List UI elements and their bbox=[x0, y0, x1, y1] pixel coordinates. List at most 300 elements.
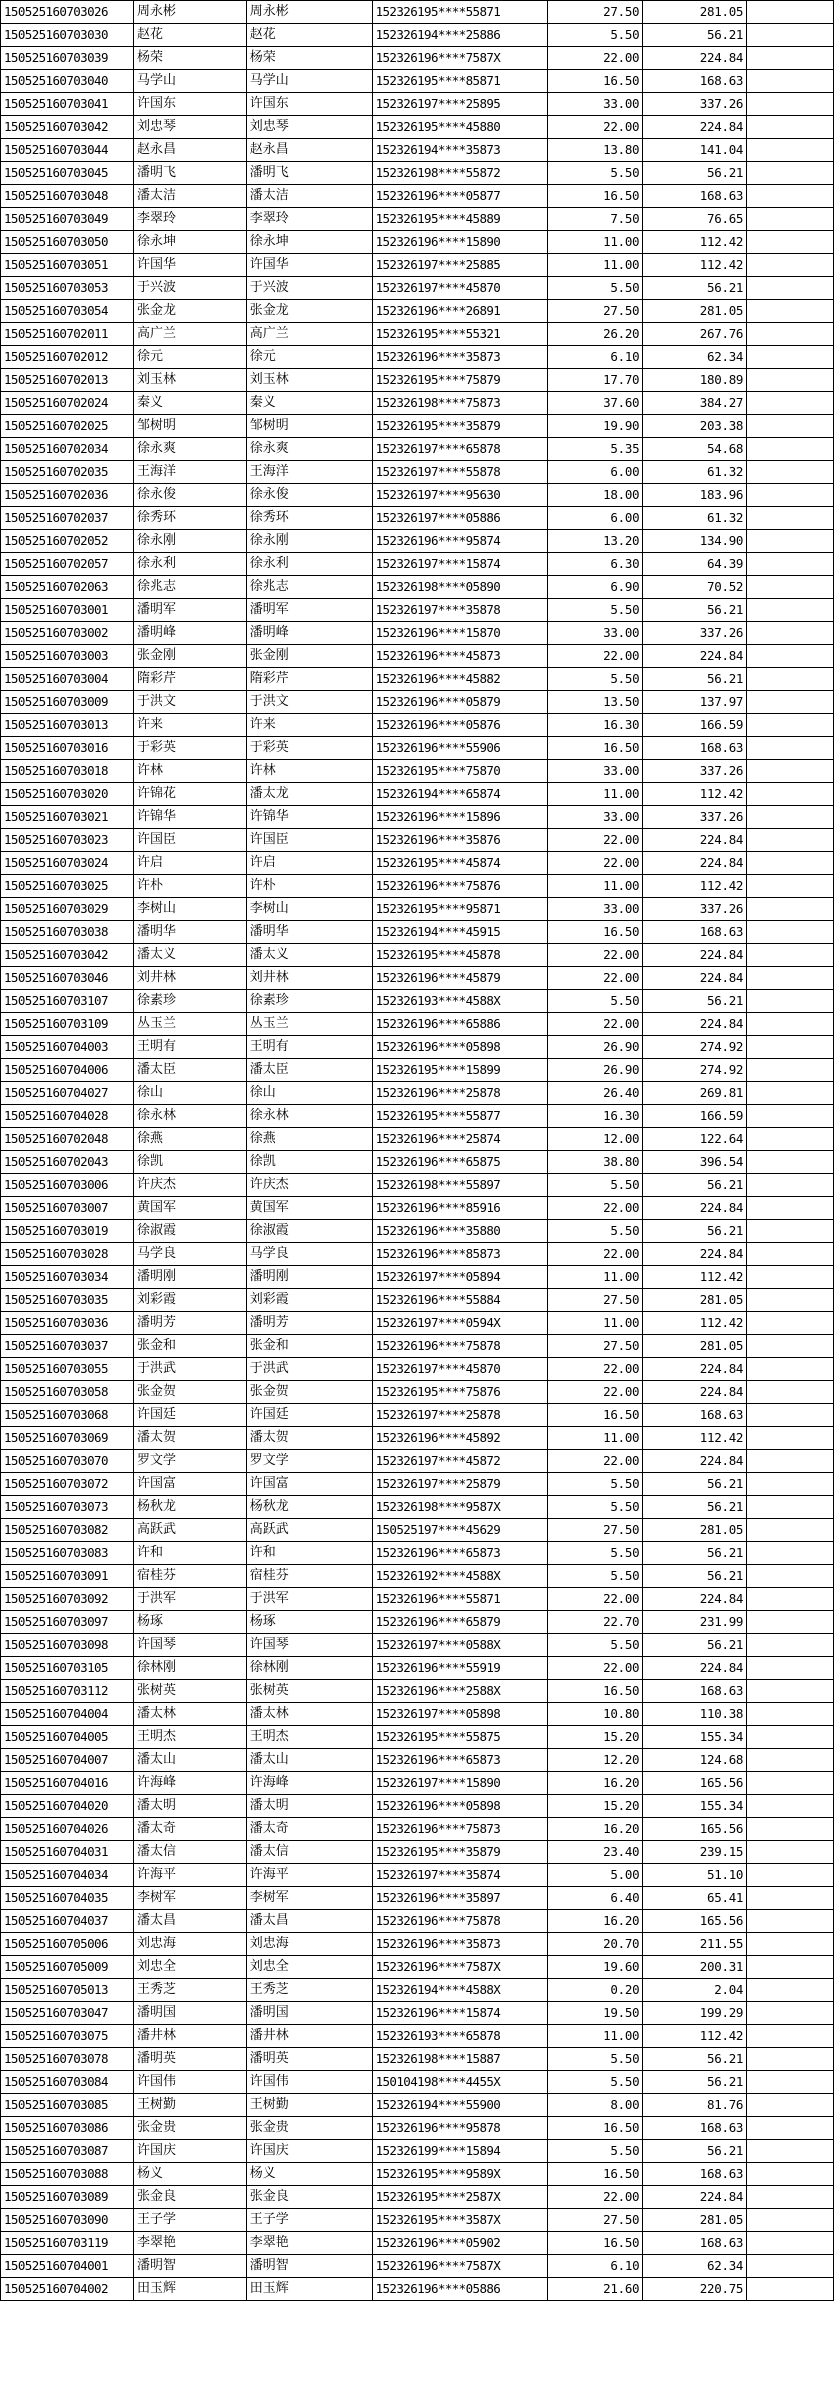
table-row bbox=[1, 1473, 834, 1496]
id-number-cell: 152326197****45870 bbox=[372, 277, 548, 300]
payee-name-cell: 许朴 bbox=[246, 875, 372, 898]
amount-cell: 65.41 bbox=[643, 1887, 747, 1910]
amount-cell: 168.63 bbox=[643, 2117, 747, 2140]
payee-name-cell: 许海平 bbox=[246, 1864, 372, 1887]
area-cell: 22.00 bbox=[548, 1243, 643, 1266]
amount-cell: 112.42 bbox=[643, 1312, 747, 1335]
table-row bbox=[1, 139, 834, 162]
amount-cell: 168.63 bbox=[643, 185, 747, 208]
household-code-cell: 150525160702057 bbox=[1, 553, 134, 576]
area-cell: 5.50 bbox=[548, 24, 643, 47]
area-cell: 22.00 bbox=[548, 967, 643, 990]
empty-cell bbox=[747, 1197, 834, 1220]
area-cell: 26.40 bbox=[548, 1082, 643, 1105]
area-cell: 22.00 bbox=[548, 2186, 643, 2209]
household-code-cell: 150525160704006 bbox=[1, 1059, 134, 1082]
id-number-cell: 150104198****4455X bbox=[372, 2071, 548, 2094]
empty-cell bbox=[747, 1841, 834, 1864]
household-code-cell: 150525160703040 bbox=[1, 70, 134, 93]
household-code-cell: 150525160703009 bbox=[1, 691, 134, 714]
id-number-cell: 152326198****9587X bbox=[372, 1496, 548, 1519]
payee-name-cell: 马学良 bbox=[246, 1243, 372, 1266]
empty-cell bbox=[747, 254, 834, 277]
id-number-cell: 152326196****05898 bbox=[372, 1795, 548, 1818]
payee-name-cell: 许国琴 bbox=[246, 1634, 372, 1657]
payee-name-cell: 潘太林 bbox=[246, 1703, 372, 1726]
area-cell: 15.20 bbox=[548, 1795, 643, 1818]
id-number-cell: 152326196****85916 bbox=[372, 1197, 548, 1220]
id-number-cell: 152326196****65875 bbox=[372, 1151, 548, 1174]
payee-name-cell: 刘井林 bbox=[246, 967, 372, 990]
empty-cell bbox=[747, 1611, 834, 1634]
empty-cell bbox=[747, 139, 834, 162]
owner-name-cell: 潘明峰 bbox=[133, 622, 246, 645]
table-row bbox=[1, 1174, 834, 1197]
area-cell: 11.00 bbox=[548, 783, 643, 806]
table-row bbox=[1, 1956, 834, 1979]
table-row bbox=[1, 852, 834, 875]
table-row bbox=[1, 300, 834, 323]
household-code-cell: 150525160705013 bbox=[1, 1979, 134, 2002]
area-cell: 19.50 bbox=[548, 2002, 643, 2025]
area-cell: 27.50 bbox=[548, 300, 643, 323]
household-code-cell: 150525160703090 bbox=[1, 2209, 134, 2232]
empty-cell bbox=[747, 783, 834, 806]
owner-name-cell: 许国琴 bbox=[133, 1634, 246, 1657]
household-code-cell: 150525160704026 bbox=[1, 1818, 134, 1841]
payee-name-cell: 马学山 bbox=[246, 70, 372, 93]
amount-cell: 224.84 bbox=[643, 967, 747, 990]
amount-cell: 112.42 bbox=[643, 1266, 747, 1289]
amount-cell: 51.10 bbox=[643, 1864, 747, 1887]
area-cell: 11.00 bbox=[548, 231, 643, 254]
empty-cell bbox=[747, 2232, 834, 2255]
payee-name-cell: 于洪文 bbox=[246, 691, 372, 714]
owner-name-cell: 隋彩芹 bbox=[133, 668, 246, 691]
household-code-cell: 150525160703083 bbox=[1, 1542, 134, 1565]
id-number-cell: 152326198****55897 bbox=[372, 1174, 548, 1197]
empty-cell bbox=[747, 1243, 834, 1266]
amount-cell: 56.21 bbox=[643, 599, 747, 622]
empty-cell bbox=[747, 1105, 834, 1128]
payee-name-cell: 赵花 bbox=[246, 24, 372, 47]
area-cell: 16.30 bbox=[548, 1105, 643, 1128]
area-cell: 16.20 bbox=[548, 1910, 643, 1933]
payee-name-cell: 李树山 bbox=[246, 898, 372, 921]
payee-name-cell: 徐秀环 bbox=[246, 507, 372, 530]
table-row bbox=[1, 254, 834, 277]
household-code-cell: 150525160703098 bbox=[1, 1634, 134, 1657]
id-number-cell: 152326196****85873 bbox=[372, 1243, 548, 1266]
household-code-cell: 150525160704027 bbox=[1, 1082, 134, 1105]
owner-name-cell: 徐永林 bbox=[133, 1105, 246, 1128]
id-number-cell: 152326192****4588X bbox=[372, 1565, 548, 1588]
amount-cell: 122.64 bbox=[643, 1128, 747, 1151]
owner-name-cell: 张金良 bbox=[133, 2186, 246, 2209]
household-code-cell: 150525160702037 bbox=[1, 507, 134, 530]
table-row bbox=[1, 1979, 834, 2002]
amount-cell: 224.84 bbox=[643, 1358, 747, 1381]
amount-cell: 281.05 bbox=[643, 300, 747, 323]
payee-name-cell: 王子学 bbox=[246, 2209, 372, 2232]
area-cell: 22.00 bbox=[548, 1657, 643, 1680]
id-number-cell: 152326196****65873 bbox=[372, 1749, 548, 1772]
payee-name-cell: 张金贵 bbox=[246, 2117, 372, 2140]
owner-name-cell: 潘明国 bbox=[133, 2002, 246, 2025]
owner-name-cell: 徐永俊 bbox=[133, 484, 246, 507]
payee-name-cell: 潘太义 bbox=[246, 944, 372, 967]
area-cell: 16.50 bbox=[548, 2163, 643, 2186]
table-row bbox=[1, 714, 834, 737]
owner-name-cell: 马学山 bbox=[133, 70, 246, 93]
id-number-cell: 152326199****15894 bbox=[372, 2140, 548, 2163]
area-cell: 5.50 bbox=[548, 1542, 643, 1565]
area-cell: 16.50 bbox=[548, 2117, 643, 2140]
id-number-cell: 152326196****05879 bbox=[372, 691, 548, 714]
payee-name-cell: 刘忠全 bbox=[246, 1956, 372, 1979]
owner-name-cell: 于洪文 bbox=[133, 691, 246, 714]
payee-name-cell: 潘明刚 bbox=[246, 1266, 372, 1289]
payee-name-cell: 王秀芝 bbox=[246, 1979, 372, 2002]
area-cell: 11.00 bbox=[548, 1312, 643, 1335]
payee-name-cell: 潘明华 bbox=[246, 921, 372, 944]
household-code-cell: 150525160703024 bbox=[1, 852, 134, 875]
id-number-cell: 152326195****3587X bbox=[372, 2209, 548, 2232]
empty-cell bbox=[747, 530, 834, 553]
table-row bbox=[1, 2025, 834, 2048]
amount-cell: 56.21 bbox=[643, 1542, 747, 1565]
table-row bbox=[1, 622, 834, 645]
amount-cell: 281.05 bbox=[643, 1335, 747, 1358]
table-row bbox=[1, 2002, 834, 2025]
table-row bbox=[1, 1726, 834, 1749]
id-number-cell: 152326196****05877 bbox=[372, 185, 548, 208]
empty-cell bbox=[747, 1013, 834, 1036]
id-number-cell: 152326196****55906 bbox=[372, 737, 548, 760]
owner-name-cell: 王树勤 bbox=[133, 2094, 246, 2117]
owner-name-cell: 张金贵 bbox=[133, 2117, 246, 2140]
table-row bbox=[1, 277, 834, 300]
household-code-cell: 150525160703025 bbox=[1, 875, 134, 898]
empty-cell bbox=[747, 1404, 834, 1427]
table-row bbox=[1, 1266, 834, 1289]
empty-cell bbox=[747, 1128, 834, 1151]
payee-name-cell: 徐燕 bbox=[246, 1128, 372, 1151]
payee-name-cell: 徐淑霞 bbox=[246, 1220, 372, 1243]
id-number-cell: 152326196****95878 bbox=[372, 2117, 548, 2140]
area-cell: 22.00 bbox=[548, 829, 643, 852]
household-code-cell: 150525160703053 bbox=[1, 277, 134, 300]
payee-name-cell: 徐永林 bbox=[246, 1105, 372, 1128]
payee-name-cell: 徐素珍 bbox=[246, 990, 372, 1013]
payee-name-cell: 王海洋 bbox=[246, 461, 372, 484]
payee-name-cell: 潘太贺 bbox=[246, 1427, 372, 1450]
household-code-cell: 150525160703075 bbox=[1, 2025, 134, 2048]
owner-name-cell: 李树军 bbox=[133, 1887, 246, 1910]
empty-cell bbox=[747, 231, 834, 254]
table-row bbox=[1, 1312, 834, 1335]
area-cell: 12.20 bbox=[548, 1749, 643, 1772]
area-cell: 5.50 bbox=[548, 277, 643, 300]
id-number-cell: 152326196****05902 bbox=[372, 2232, 548, 2255]
id-number-cell: 152326196****35873 bbox=[372, 346, 548, 369]
table-row bbox=[1, 208, 834, 231]
owner-name-cell: 许朴 bbox=[133, 875, 246, 898]
payee-name-cell: 潘太洁 bbox=[246, 185, 372, 208]
household-code-cell: 150525160703002 bbox=[1, 622, 134, 645]
amount-cell: 337.26 bbox=[643, 760, 747, 783]
owner-name-cell: 潘明华 bbox=[133, 921, 246, 944]
id-number-cell: 152326196****15874 bbox=[372, 2002, 548, 2025]
payee-name-cell: 张树英 bbox=[246, 1680, 372, 1703]
owner-name-cell: 王明有 bbox=[133, 1036, 246, 1059]
id-number-cell: 152326197****25879 bbox=[372, 1473, 548, 1496]
table-row bbox=[1, 1519, 834, 1542]
owner-name-cell: 田玉辉 bbox=[133, 2278, 246, 2301]
payee-name-cell: 杨义 bbox=[246, 2163, 372, 2186]
amount-cell: 224.84 bbox=[643, 944, 747, 967]
table-row bbox=[1, 392, 834, 415]
household-code-cell: 150525160702035 bbox=[1, 461, 134, 484]
empty-cell bbox=[747, 1864, 834, 1887]
payee-name-cell: 许国臣 bbox=[246, 829, 372, 852]
owner-name-cell: 徐淑霞 bbox=[133, 1220, 246, 1243]
amount-cell: 168.63 bbox=[643, 921, 747, 944]
area-cell: 5.50 bbox=[548, 1565, 643, 1588]
household-code-cell: 150525160705009 bbox=[1, 1956, 134, 1979]
table-row bbox=[1, 24, 834, 47]
id-number-cell: 152326197****0588X bbox=[372, 1634, 548, 1657]
owner-name-cell: 赵永昌 bbox=[133, 139, 246, 162]
household-code-cell: 150525160703109 bbox=[1, 1013, 134, 1036]
payee-name-cell: 王树勤 bbox=[246, 2094, 372, 2117]
table-row bbox=[1, 1772, 834, 1795]
amount-cell: 337.26 bbox=[643, 806, 747, 829]
area-cell: 5.50 bbox=[548, 1220, 643, 1243]
amount-cell: 168.63 bbox=[643, 737, 747, 760]
payee-name-cell: 徐永坤 bbox=[246, 231, 372, 254]
household-code-cell: 150525160702024 bbox=[1, 392, 134, 415]
id-number-cell: 152326196****65879 bbox=[372, 1611, 548, 1634]
table-row bbox=[1, 2255, 834, 2278]
table-row bbox=[1, 1565, 834, 1588]
empty-cell bbox=[747, 2117, 834, 2140]
table-row bbox=[1, 599, 834, 622]
payee-name-cell: 赵永昌 bbox=[246, 139, 372, 162]
table-row bbox=[1, 1289, 834, 1312]
amount-cell: 224.84 bbox=[643, 2186, 747, 2209]
area-cell: 11.00 bbox=[548, 254, 643, 277]
empty-cell bbox=[747, 898, 834, 921]
household-code-cell: 150525160703097 bbox=[1, 1611, 134, 1634]
empty-cell bbox=[747, 1680, 834, 1703]
owner-name-cell: 刘忠海 bbox=[133, 1933, 246, 1956]
empty-cell bbox=[747, 93, 834, 116]
table-row bbox=[1, 484, 834, 507]
empty-cell bbox=[747, 208, 834, 231]
table-row bbox=[1, 369, 834, 392]
household-code-cell: 150525160703092 bbox=[1, 1588, 134, 1611]
payee-name-cell: 杨琢 bbox=[246, 1611, 372, 1634]
empty-cell bbox=[747, 1657, 834, 1680]
id-number-cell: 152326195****35879 bbox=[372, 1841, 548, 1864]
empty-cell bbox=[747, 1450, 834, 1473]
id-number-cell: 152326197****05898 bbox=[372, 1703, 548, 1726]
amount-cell: 224.84 bbox=[643, 829, 747, 852]
amount-cell: 337.26 bbox=[643, 93, 747, 116]
owner-name-cell: 邹树明 bbox=[133, 415, 246, 438]
household-code-cell: 150525160704005 bbox=[1, 1726, 134, 1749]
empty-cell bbox=[747, 484, 834, 507]
payee-name-cell: 徐兆志 bbox=[246, 576, 372, 599]
household-code-cell: 150525160703082 bbox=[1, 1519, 134, 1542]
payee-name-cell: 刘忠琴 bbox=[246, 116, 372, 139]
id-number-cell: 152326195****2587X bbox=[372, 2186, 548, 2209]
owner-name-cell: 许国华 bbox=[133, 254, 246, 277]
area-cell: 13.50 bbox=[548, 691, 643, 714]
empty-cell bbox=[747, 921, 834, 944]
household-code-cell: 150525160703112 bbox=[1, 1680, 134, 1703]
household-code-cell: 150525160703038 bbox=[1, 921, 134, 944]
household-code-cell: 150525160703073 bbox=[1, 1496, 134, 1519]
table-row bbox=[1, 1611, 834, 1634]
table-row bbox=[1, 553, 834, 576]
payee-name-cell: 刘彩霞 bbox=[246, 1289, 372, 1312]
id-number-cell: 152326195****75870 bbox=[372, 760, 548, 783]
amount-cell: 180.89 bbox=[643, 369, 747, 392]
owner-name-cell: 张金刚 bbox=[133, 645, 246, 668]
table-row bbox=[1, 1680, 834, 1703]
amount-cell: 62.34 bbox=[643, 2255, 747, 2278]
household-code-cell: 150525160704016 bbox=[1, 1772, 134, 1795]
amount-cell: 56.21 bbox=[643, 990, 747, 1013]
table-row bbox=[1, 162, 834, 185]
area-cell: 19.60 bbox=[548, 1956, 643, 1979]
empty-cell bbox=[747, 1910, 834, 1933]
table-row bbox=[1, 1450, 834, 1473]
owner-name-cell: 于洪武 bbox=[133, 1358, 246, 1381]
household-code-cell: 150525160703042 bbox=[1, 944, 134, 967]
id-number-cell: 152326196****15890 bbox=[372, 231, 548, 254]
empty-cell bbox=[747, 1956, 834, 1979]
payee-name-cell: 周永彬 bbox=[246, 1, 372, 24]
owner-name-cell: 张树英 bbox=[133, 1680, 246, 1703]
household-code-cell: 150525160704037 bbox=[1, 1910, 134, 1933]
id-number-cell: 152326196****7587X bbox=[372, 47, 548, 70]
area-cell: 38.80 bbox=[548, 1151, 643, 1174]
area-cell: 6.00 bbox=[548, 461, 643, 484]
id-number-cell: 152326198****05890 bbox=[372, 576, 548, 599]
household-code-cell: 150525160703055 bbox=[1, 1358, 134, 1381]
household-code-cell: 150525160703089 bbox=[1, 2186, 134, 2209]
id-number-cell: 152326196****75876 bbox=[372, 875, 548, 898]
empty-cell bbox=[747, 392, 834, 415]
area-cell: 8.00 bbox=[548, 2094, 643, 2117]
amount-cell: 124.68 bbox=[643, 1749, 747, 1772]
table-row bbox=[1, 1542, 834, 1565]
payee-name-cell: 许和 bbox=[246, 1542, 372, 1565]
amount-cell: 396.54 bbox=[643, 1151, 747, 1174]
table-row bbox=[1, 1864, 834, 1887]
table-row bbox=[1, 1243, 834, 1266]
id-number-cell: 152326197****25885 bbox=[372, 254, 548, 277]
table-row bbox=[1, 2163, 834, 2186]
id-number-cell: 152326198****75873 bbox=[372, 392, 548, 415]
payee-name-cell: 潘井林 bbox=[246, 2025, 372, 2048]
payee-name-cell: 许国廷 bbox=[246, 1404, 372, 1427]
table-row bbox=[1, 898, 834, 921]
area-cell: 5.50 bbox=[548, 668, 643, 691]
table-row bbox=[1, 530, 834, 553]
amount-cell: 110.38 bbox=[643, 1703, 747, 1726]
payee-name-cell: 潘太昌 bbox=[246, 1910, 372, 1933]
amount-cell: 56.21 bbox=[643, 1634, 747, 1657]
table-row bbox=[1, 829, 834, 852]
area-cell: 16.20 bbox=[548, 1818, 643, 1841]
household-code-cell: 150525160703004 bbox=[1, 668, 134, 691]
table-body bbox=[1, 1, 834, 2301]
household-code-cell: 150525160703084 bbox=[1, 2071, 134, 2094]
area-cell: 16.30 bbox=[548, 714, 643, 737]
table-row bbox=[1, 990, 834, 1013]
owner-name-cell: 徐永爽 bbox=[133, 438, 246, 461]
area-cell: 11.00 bbox=[548, 875, 643, 898]
table-row bbox=[1, 944, 834, 967]
amount-cell: 224.84 bbox=[643, 116, 747, 139]
amount-cell: 165.56 bbox=[643, 1818, 747, 1841]
payee-name-cell: 于兴波 bbox=[246, 277, 372, 300]
empty-cell bbox=[747, 944, 834, 967]
table-row bbox=[1, 1887, 834, 1910]
table-row bbox=[1, 806, 834, 829]
household-code-cell: 150525160703041 bbox=[1, 93, 134, 116]
empty-cell bbox=[747, 162, 834, 185]
payee-name-cell: 潘明军 bbox=[246, 599, 372, 622]
payee-name-cell: 许国富 bbox=[246, 1473, 372, 1496]
payee-name-cell: 徐永刚 bbox=[246, 530, 372, 553]
table-row bbox=[1, 1588, 834, 1611]
id-number-cell: 152326196****7587X bbox=[372, 2255, 548, 2278]
amount-cell: 384.27 bbox=[643, 392, 747, 415]
household-code-cell: 150525160703042 bbox=[1, 116, 134, 139]
id-number-cell: 152326195****45880 bbox=[372, 116, 548, 139]
area-cell: 6.00 bbox=[548, 507, 643, 530]
payee-name-cell: 潘明国 bbox=[246, 2002, 372, 2025]
id-number-cell: 152326197****35878 bbox=[372, 599, 548, 622]
payee-name-cell: 丛玉兰 bbox=[246, 1013, 372, 1036]
amount-cell: 224.84 bbox=[643, 852, 747, 875]
amount-cell: 224.84 bbox=[643, 1657, 747, 1680]
area-cell: 6.10 bbox=[548, 2255, 643, 2278]
household-code-cell: 150525160703016 bbox=[1, 737, 134, 760]
area-cell: 6.40 bbox=[548, 1887, 643, 1910]
empty-cell bbox=[747, 185, 834, 208]
amount-cell: 155.34 bbox=[643, 1726, 747, 1749]
empty-cell bbox=[747, 1059, 834, 1082]
amount-cell: 56.21 bbox=[643, 24, 747, 47]
owner-name-cell: 潘太山 bbox=[133, 1749, 246, 1772]
area-cell: 22.00 bbox=[548, 1013, 643, 1036]
table-row bbox=[1, 1933, 834, 1956]
area-cell: 33.00 bbox=[548, 760, 643, 783]
owner-name-cell: 潘太贺 bbox=[133, 1427, 246, 1450]
payee-name-cell: 罗文学 bbox=[246, 1450, 372, 1473]
payee-name-cell: 许锦华 bbox=[246, 806, 372, 829]
table-row bbox=[1, 2071, 834, 2094]
id-number-cell: 152326197****55878 bbox=[372, 461, 548, 484]
household-code-cell: 150525160704002 bbox=[1, 2278, 134, 2301]
table-row bbox=[1, 415, 834, 438]
